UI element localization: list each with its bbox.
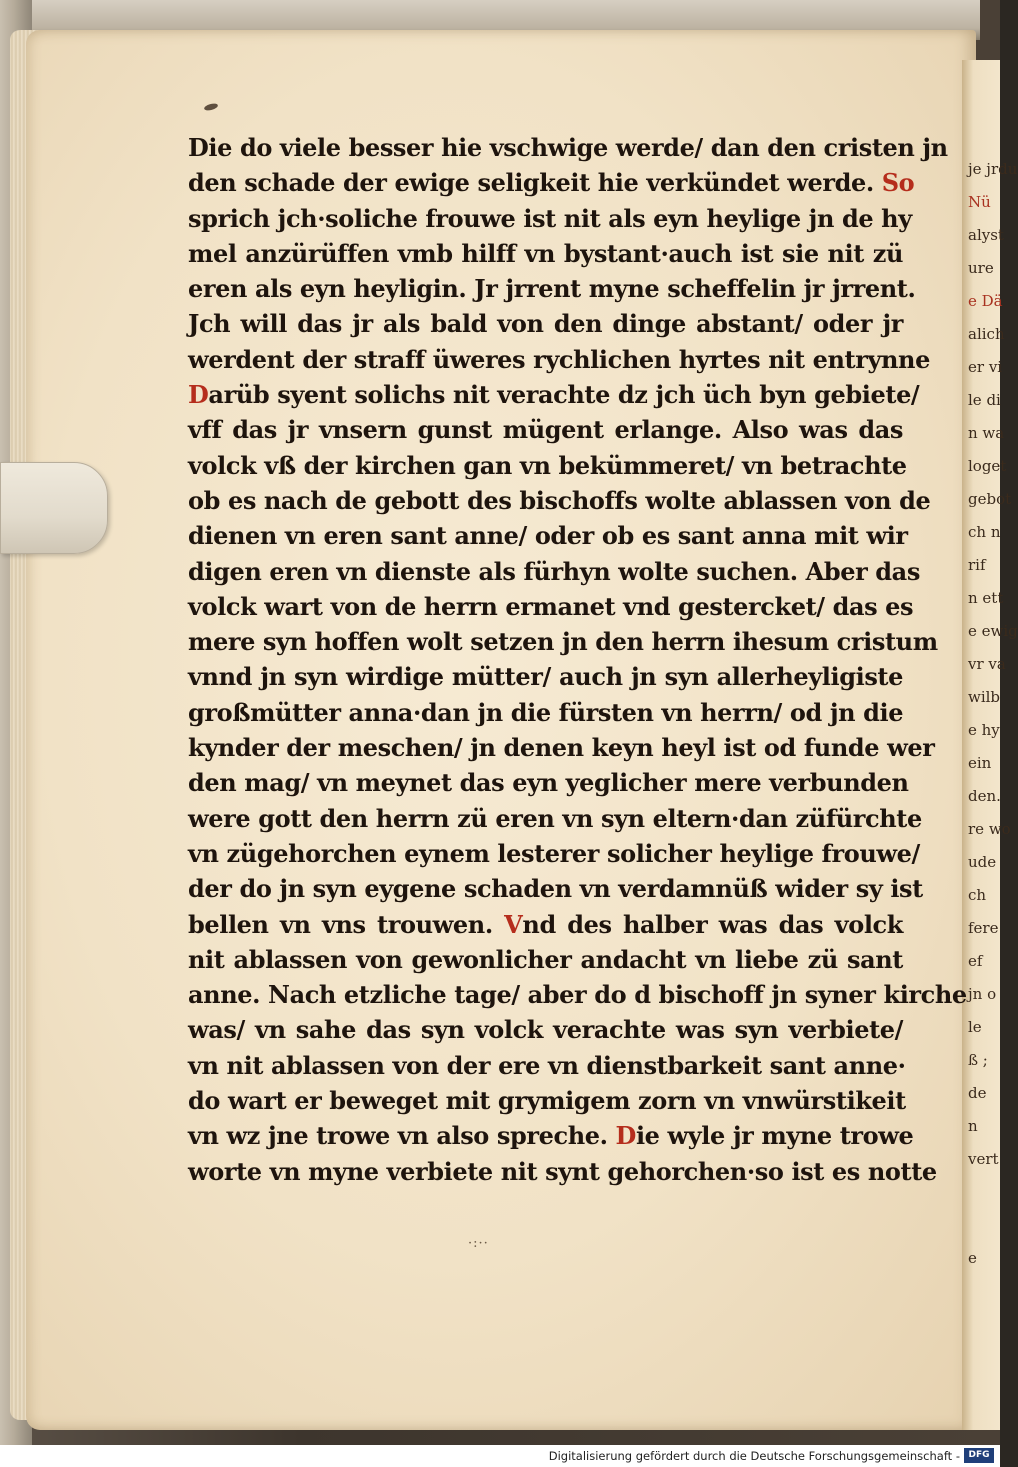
line-text: ob es nach de gebott des bischoffs wolte ablassen von de	[188, 485, 931, 515]
opposite-page-fragment: ein	[968, 754, 992, 772]
opposite-page-fragment: n	[968, 1117, 978, 1135]
text-line	[188, 801, 922, 836]
line-text: Jch will das jr als bald von den dinge abstant/ oder jr	[188, 309, 903, 339]
opposite-page-fragment: ch n	[968, 523, 1001, 541]
text-line	[188, 765, 909, 800]
text-line	[188, 306, 903, 341]
opposite-page-fragment: de	[968, 1084, 987, 1102]
text-line	[188, 659, 903, 694]
text-line	[188, 1118, 914, 1153]
line-text: eren als eyn heyligin. Jr jrrent myne scheffelin jr jrrent.	[188, 274, 916, 304]
rubric-initial: V	[492, 909, 523, 939]
opposite-page-fragment: e ewig	[968, 622, 1018, 640]
opposite-page-fragment: le	[968, 1018, 982, 1036]
opposite-page-fragment: ß ;	[968, 1051, 988, 1069]
opposite-page-fragment: loget	[968, 457, 1007, 475]
line-text: vnnd jn syn wirdige mütter/ auch jn syn allerheyligiste	[188, 662, 903, 692]
opposite-page-fragment: rif	[968, 556, 986, 574]
text-line	[188, 201, 912, 236]
opposite-page-fragment: le di	[968, 391, 1001, 409]
opposite-page-fragment: je jrdu	[968, 160, 1018, 178]
opposite-page-fragment: ude	[968, 853, 997, 871]
text-line	[188, 165, 915, 200]
line-text: mel anzürüffen vmb hilff vn bystant·auch ist sie nit zü	[188, 238, 903, 268]
text-line	[188, 130, 948, 165]
opposite-page-fragment: wilb	[968, 688, 1001, 706]
opposite-page-fragment: alich	[968, 325, 1005, 343]
line-text: vn zügehorchen eynem lesterer solicher heylige frouwe/	[188, 838, 920, 868]
opposite-page-fragment: fere	[968, 919, 999, 937]
line-text: werdent der straff üweres rychlichen hyrtes nit entrynne	[188, 344, 930, 374]
text-line	[188, 236, 903, 271]
line-text: arüb syent solichs nit verachte dz jch üch byn gebiete/	[208, 380, 920, 410]
text-line	[188, 977, 967, 1012]
line-text: nit ablassen von gewonlicher andacht vn liebe zü sant	[188, 944, 903, 974]
line-text: kynder der meschen/ jn denen keyn heyl ist od funde wer	[188, 733, 935, 763]
opposite-page-fragment: jn o	[968, 985, 997, 1003]
opposite-page-fragment: e	[968, 1249, 977, 1267]
opposite-page-edge	[962, 60, 1018, 1430]
line-text: volck wart von de herrn ermanet vnd gestercket/ das es	[188, 591, 914, 621]
page-signature-mark: ·:··	[468, 1236, 489, 1251]
text-line	[188, 448, 907, 483]
text-line	[188, 271, 916, 306]
line-text: do wart er beweget mit grymigem zorn vn vnwürstikeit	[188, 1086, 906, 1116]
text-line	[188, 907, 903, 942]
opposite-page-fragment: e hy	[968, 721, 1000, 739]
opposite-page-fragment: e Dä	[968, 292, 1003, 310]
text-line	[188, 554, 920, 589]
opposite-page-fragment: ch	[968, 886, 987, 904]
line-text: vn nit ablassen von der ere vn dienstbarkeit sant anne·	[188, 1050, 906, 1080]
text-line	[188, 730, 935, 765]
footer-credit: Digitalisierung gefördert durch die Deutsche Forschungsgemeinschaft -	[548, 1449, 960, 1463]
line-text: were gott den herrn zü eren vn syn eltern·dan züfürchte	[188, 803, 922, 833]
line-text: sprich jch·soliche frouwe ist nit als eyn heylige jn de hy	[188, 203, 912, 233]
text-line	[188, 695, 903, 730]
opposite-page-fragment: n ett	[968, 589, 1004, 607]
rubric-initial: D	[607, 1121, 636, 1151]
line-text: vn wz jne trowe vn also spreche.	[188, 1121, 608, 1151]
text-line	[188, 483, 931, 518]
line-text: volck vß der kirchen gan vn bekümmeret/ vn betrachte	[188, 450, 907, 480]
page-clip-tab	[0, 462, 108, 554]
line-text: nd des halber was das volck	[522, 909, 903, 939]
text-line	[188, 412, 903, 447]
text-line	[188, 342, 930, 377]
line-text: was/ vn sahe das syn volck verachte was syn verbiete/	[188, 1015, 903, 1045]
line-text: anne. Nach etzliche tage/ aber do d bischoff jn syner kirche	[188, 980, 967, 1010]
opposite-page-fragment: den.	[968, 787, 1001, 805]
text-line	[188, 871, 923, 906]
line-text: digen eren vn dienste als fürhyn wolte suchen. Aber das	[188, 556, 920, 586]
text-block	[188, 130, 967, 1189]
opposite-page-fragment: n wa	[968, 424, 1005, 442]
text-line	[188, 377, 920, 412]
opposite-page-fragment: vr va	[968, 655, 1006, 673]
opposite-page-fragment: Nü	[968, 193, 991, 211]
text-line	[188, 1012, 903, 1047]
opposite-page-fragment: ure	[968, 259, 994, 277]
opposite-page-fragment: er vi	[968, 358, 1003, 376]
text-line	[188, 1048, 906, 1083]
opposite-page-fragment: gebot	[968, 490, 1012, 508]
rubric-initial: So	[873, 168, 915, 198]
line-text: vff das jr vnsern gunst mügent erlange. Also was das	[188, 415, 903, 445]
text-line	[188, 589, 914, 624]
opposite-page-fragment: re wo	[968, 820, 1011, 838]
footer-bar	[0, 1445, 1000, 1467]
text-line	[188, 1154, 937, 1189]
line-text: den schade der ewige seligkeit hie verkündet werde.	[188, 168, 874, 198]
line-text: der do jn syn eygene schaden vn verdamnüß wider sy ist	[188, 874, 923, 904]
line-text: worte vn myne verbiete nit synt gehorchen·so ist es notte	[188, 1156, 937, 1186]
line-text: den mag/ vn meynet das eyn yeglicher mere verbunden	[188, 768, 909, 798]
line-text: bellen vn vns trouwen.	[188, 909, 493, 939]
text-line	[188, 1083, 906, 1118]
dfg-logo-icon: DFG	[964, 1448, 994, 1463]
opposite-page-fragment: vert	[968, 1150, 999, 1168]
rubric-initial: D	[188, 380, 209, 410]
line-text: großmütter anna·dan jn die fürsten vn herrn/ od jn die	[188, 697, 904, 727]
line-text: ie wyle jr myne trowe	[635, 1121, 914, 1151]
opposite-page-fragment: ef	[968, 952, 983, 970]
line-text: mere syn hoffen wolt setzen jn den herrn ihesum cristum	[188, 627, 938, 657]
opposite-page-fragment: alyst	[968, 226, 1004, 244]
text-line	[188, 518, 908, 553]
line-text: dienen vn eren sant anne/ oder ob es sant anna mit wir	[188, 521, 908, 551]
text-line	[188, 624, 938, 659]
text-line	[188, 836, 920, 871]
text-line	[188, 942, 903, 977]
line-text: Die do viele besser hie vschwige werde/ dan den cristen jn	[188, 133, 948, 162]
